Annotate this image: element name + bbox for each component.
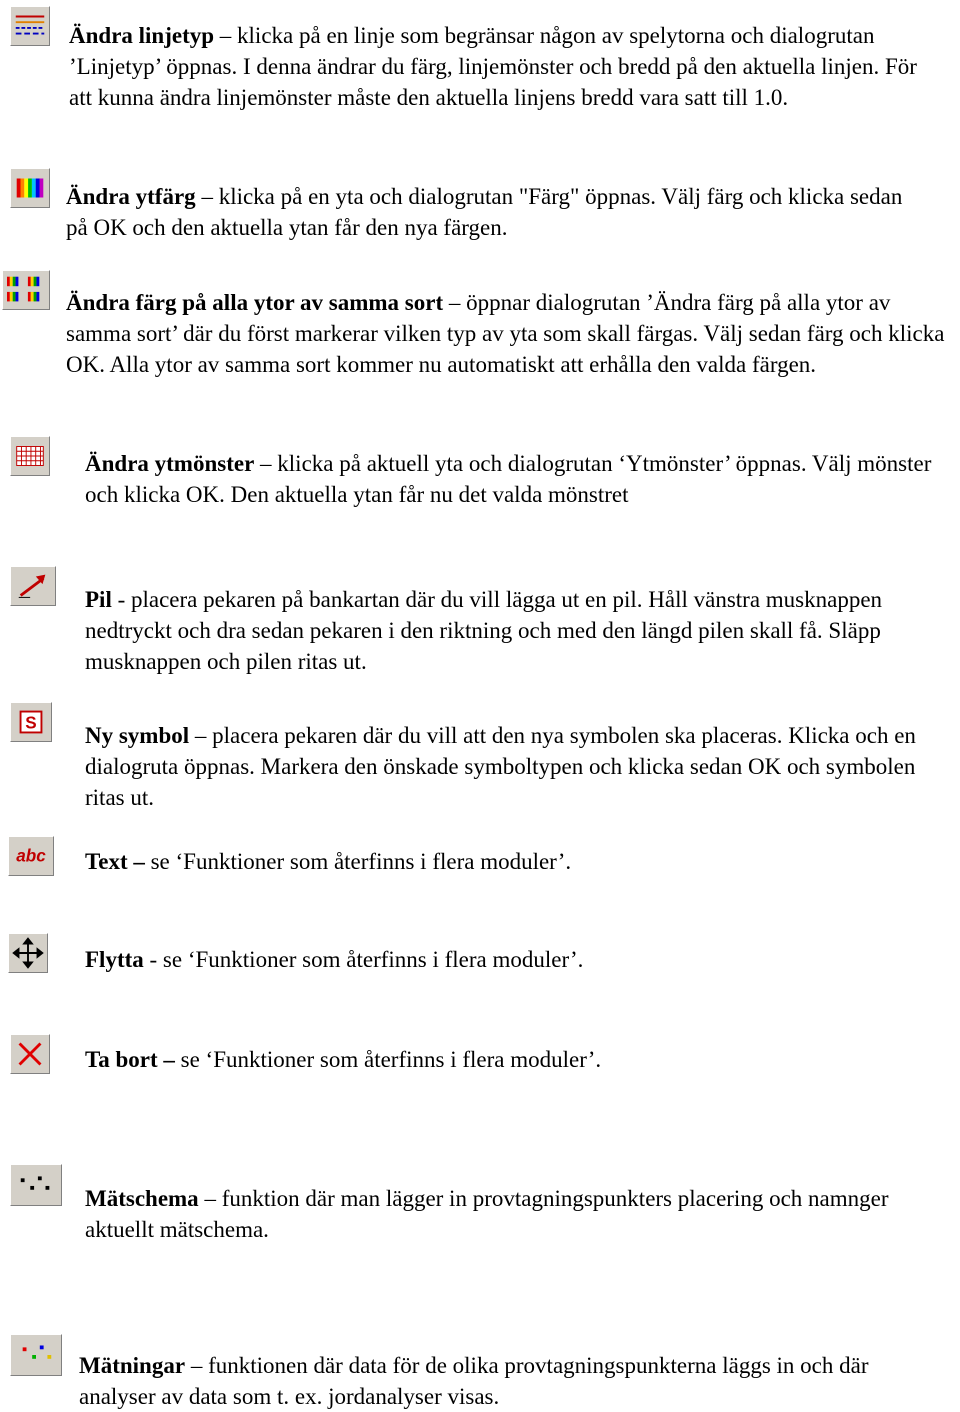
entry-text: - se ‘Funktioner som återfinns i flera moduler’.: [143, 947, 584, 972]
entry-text: – öppnar dialogrutan ’Ändra färg på alla ytor av samma sort’ där du först markerar vilken typ av yta som skall färgas. Välj sedan färg och klicka OK. Alla ytor av samma sort kommer nu automatiskt att erhålla den valda färgen.: [66, 290, 945, 377]
entry-line-type: [69, 20, 929, 113]
entry-measure-schema: [85, 1183, 945, 1245]
svg-text:S: S: [25, 713, 37, 733]
text-icon[interactable]: [8, 836, 54, 876]
entry-text: – funktion där man lägger in provtagningspunkters placering och namnger aktuellt mätschema.: [85, 1186, 889, 1242]
entry-text: – funktionen där data för de olika provtagningspunkterna läggs in och där analyser av data som t. ex. jordanalyser visas.: [79, 1353, 869, 1409]
entry-text: placera pekaren där du vill att den nya symbolen ska placeras. Klicka och en dialogruta öppnas. Markera den önskade symboltypen och klicka sedan OK och symbolen ritas ut.: [85, 723, 916, 810]
svg-text:abc: abc: [16, 846, 46, 866]
measurements-icon[interactable]: [10, 1334, 62, 1376]
entry-title: Ändra linjetyp: [69, 23, 215, 48]
delete-icon[interactable]: [10, 1034, 50, 1074]
fill-all-icon[interactable]: [2, 270, 50, 310]
move-icon[interactable]: [8, 933, 48, 973]
measure-schema-icon[interactable]: [10, 1164, 62, 1206]
entry-measurements: [79, 1350, 949, 1412]
entry-text: – klicka på en yta och dialogrutan "Färg" öppnas. Välj färg och klicka sedan på OK och den aktuella ytan får den nya färgen.: [66, 184, 903, 240]
line-type-icon[interactable]: [10, 6, 50, 46]
entry-text: - placera pekaren på bankartan där du vill lägga ut en pil. Håll vänstra musknappen nedtryckt och dra sedan pekaren i den riktning och med den längd pilen skall få. Släpp musknappen och pilen ritas ut.: [85, 587, 883, 674]
entry-title: Mätningar: [79, 1353, 186, 1378]
entry-text: – klicka på en linje som begränsar någon av spelytorna och dialogrutan ’Linjetyp’ öppnas. I denna ändrar du färg, linjemönster och bredd på den aktuella linjen. För att kunna ändra linjemönster måste den aktuella linjens bredd vara satt till 1.0.: [69, 23, 917, 110]
entry-text: – klicka på aktuell yta och dialogrutan ‘Ytmönster’ öppnas. Välj mönster och klicka OK. Den aktuella ytan får nu det valda mönstret: [85, 451, 932, 507]
entry-arrow: [85, 584, 945, 677]
entry-title: Text –: [85, 849, 145, 874]
entry-delete: [85, 1044, 945, 1075]
entry-fill-all: [66, 287, 958, 380]
entry-title: Ändra ytmönster: [85, 451, 255, 476]
entry-fill-color: [66, 181, 926, 243]
entry-text: se ‘Funktioner som återfinns i flera moduler’.: [174, 1047, 602, 1072]
symbol-icon[interactable]: [10, 702, 52, 742]
entry-title: Flytta: [85, 947, 144, 972]
entry-move: [85, 944, 945, 975]
arrow-icon[interactable]: [10, 566, 56, 606]
entry-text: se ‘Funktioner som återfinns i flera moduler’.: [144, 849, 572, 874]
entry-pattern: [85, 448, 955, 510]
entry-title: Ändra färg på alla ytor av samma sort: [66, 290, 444, 315]
entry-symbol: Ny symbol – placera pekaren där du vill att den nya symbolen ska placeras. Klicka och en dialogruta öppnas. Markera den önskade symboltypen och klicka sedan OK och symbolen ritas ut.: [85, 723, 916, 810]
entry-title: Ny symbol: [85, 723, 190, 748]
entry-text-tool: [85, 846, 945, 877]
pattern-icon[interactable]: [10, 436, 50, 476]
entry-title: Mätschema: [85, 1186, 199, 1211]
entry-title: Ta bort –: [85, 1047, 175, 1072]
entry-title: Pil: [85, 587, 112, 612]
entry-title: Ändra ytfärg: [66, 184, 196, 209]
fill-color-icon[interactable]: [10, 168, 50, 208]
